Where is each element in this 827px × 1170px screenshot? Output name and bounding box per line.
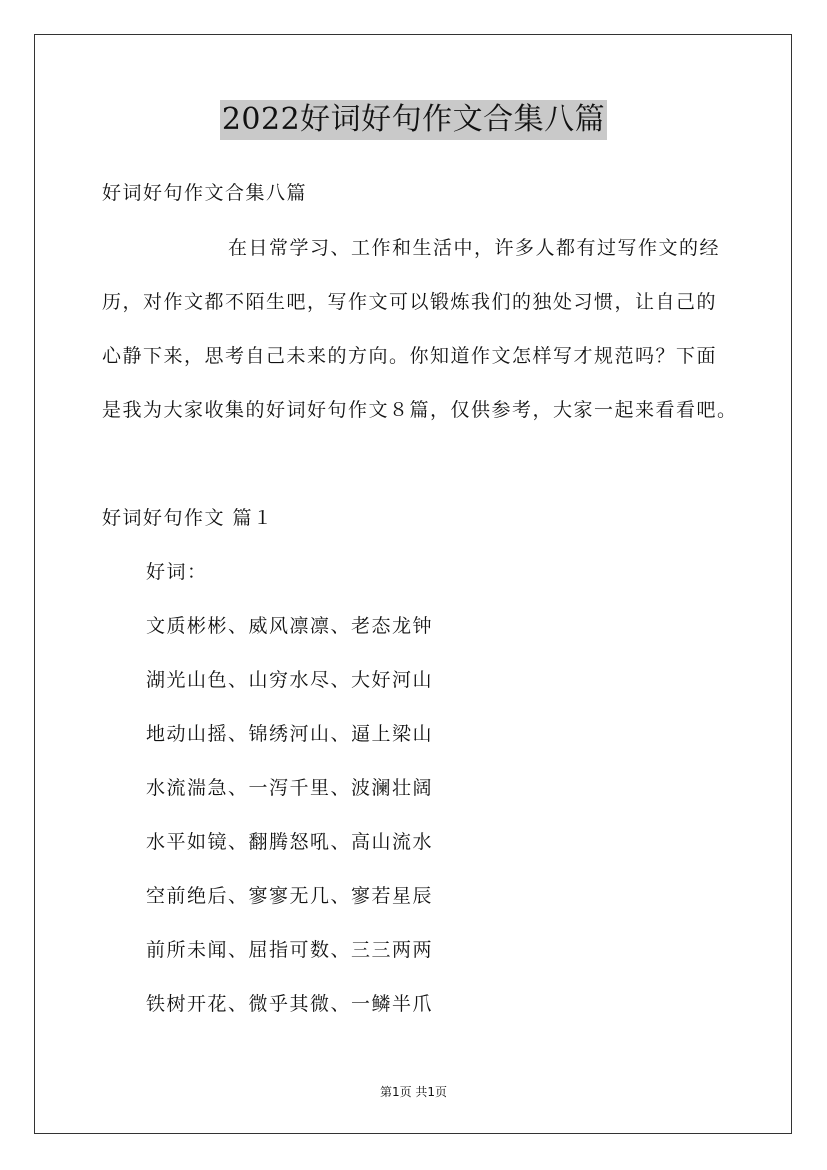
document-title: 2022好词好句作文合集八篇 — [220, 100, 607, 140]
good-words-label: 好词： — [146, 561, 208, 583]
page-footer: 第1页 共1页 — [379, 1085, 448, 1099]
intro-line-1: 在日常学习、工作和生活中，许多人都有过写作文的经 — [228, 237, 721, 259]
word-row: 铁树开花、微乎其微、一鳞半爪 — [146, 993, 434, 1015]
word-row: 文质彬彬、威风凛凛、老态龙钟 — [146, 615, 434, 637]
word-row: 水流湍急、一泻千里、波澜壮阔 — [146, 777, 434, 799]
title-wrap — [0, 100, 827, 140]
word-row: 地动山摇、锦绣河山、逼上梁山 — [146, 723, 434, 745]
intro-line-3: 心静下来，思考自己未来的方向。你知道作文怎样写才规范吗？下面 — [102, 345, 718, 367]
intro-line-2: 历，对作文都不陌生吧，写作文可以锻炼我们的独处习惯，让自己的 — [102, 291, 718, 313]
word-row: 前所未闻、屈指可数、三三两两 — [146, 939, 434, 961]
word-row: 水平如镜、翻腾怒吼、高山流水 — [146, 831, 434, 853]
section-heading: 好词好句作文 篇１ — [102, 507, 274, 529]
word-row: 空前绝后、寥寥无几、寥若星辰 — [146, 885, 434, 907]
document-subtitle: 好词好句作文合集八篇 — [102, 182, 308, 204]
intro-line-4: 是我为大家收集的好词好句作文８篇，仅供参考，大家一起来看看吧。 — [102, 399, 738, 421]
word-row: 湖光山色、山穷水尽、大好河山 — [146, 669, 434, 691]
